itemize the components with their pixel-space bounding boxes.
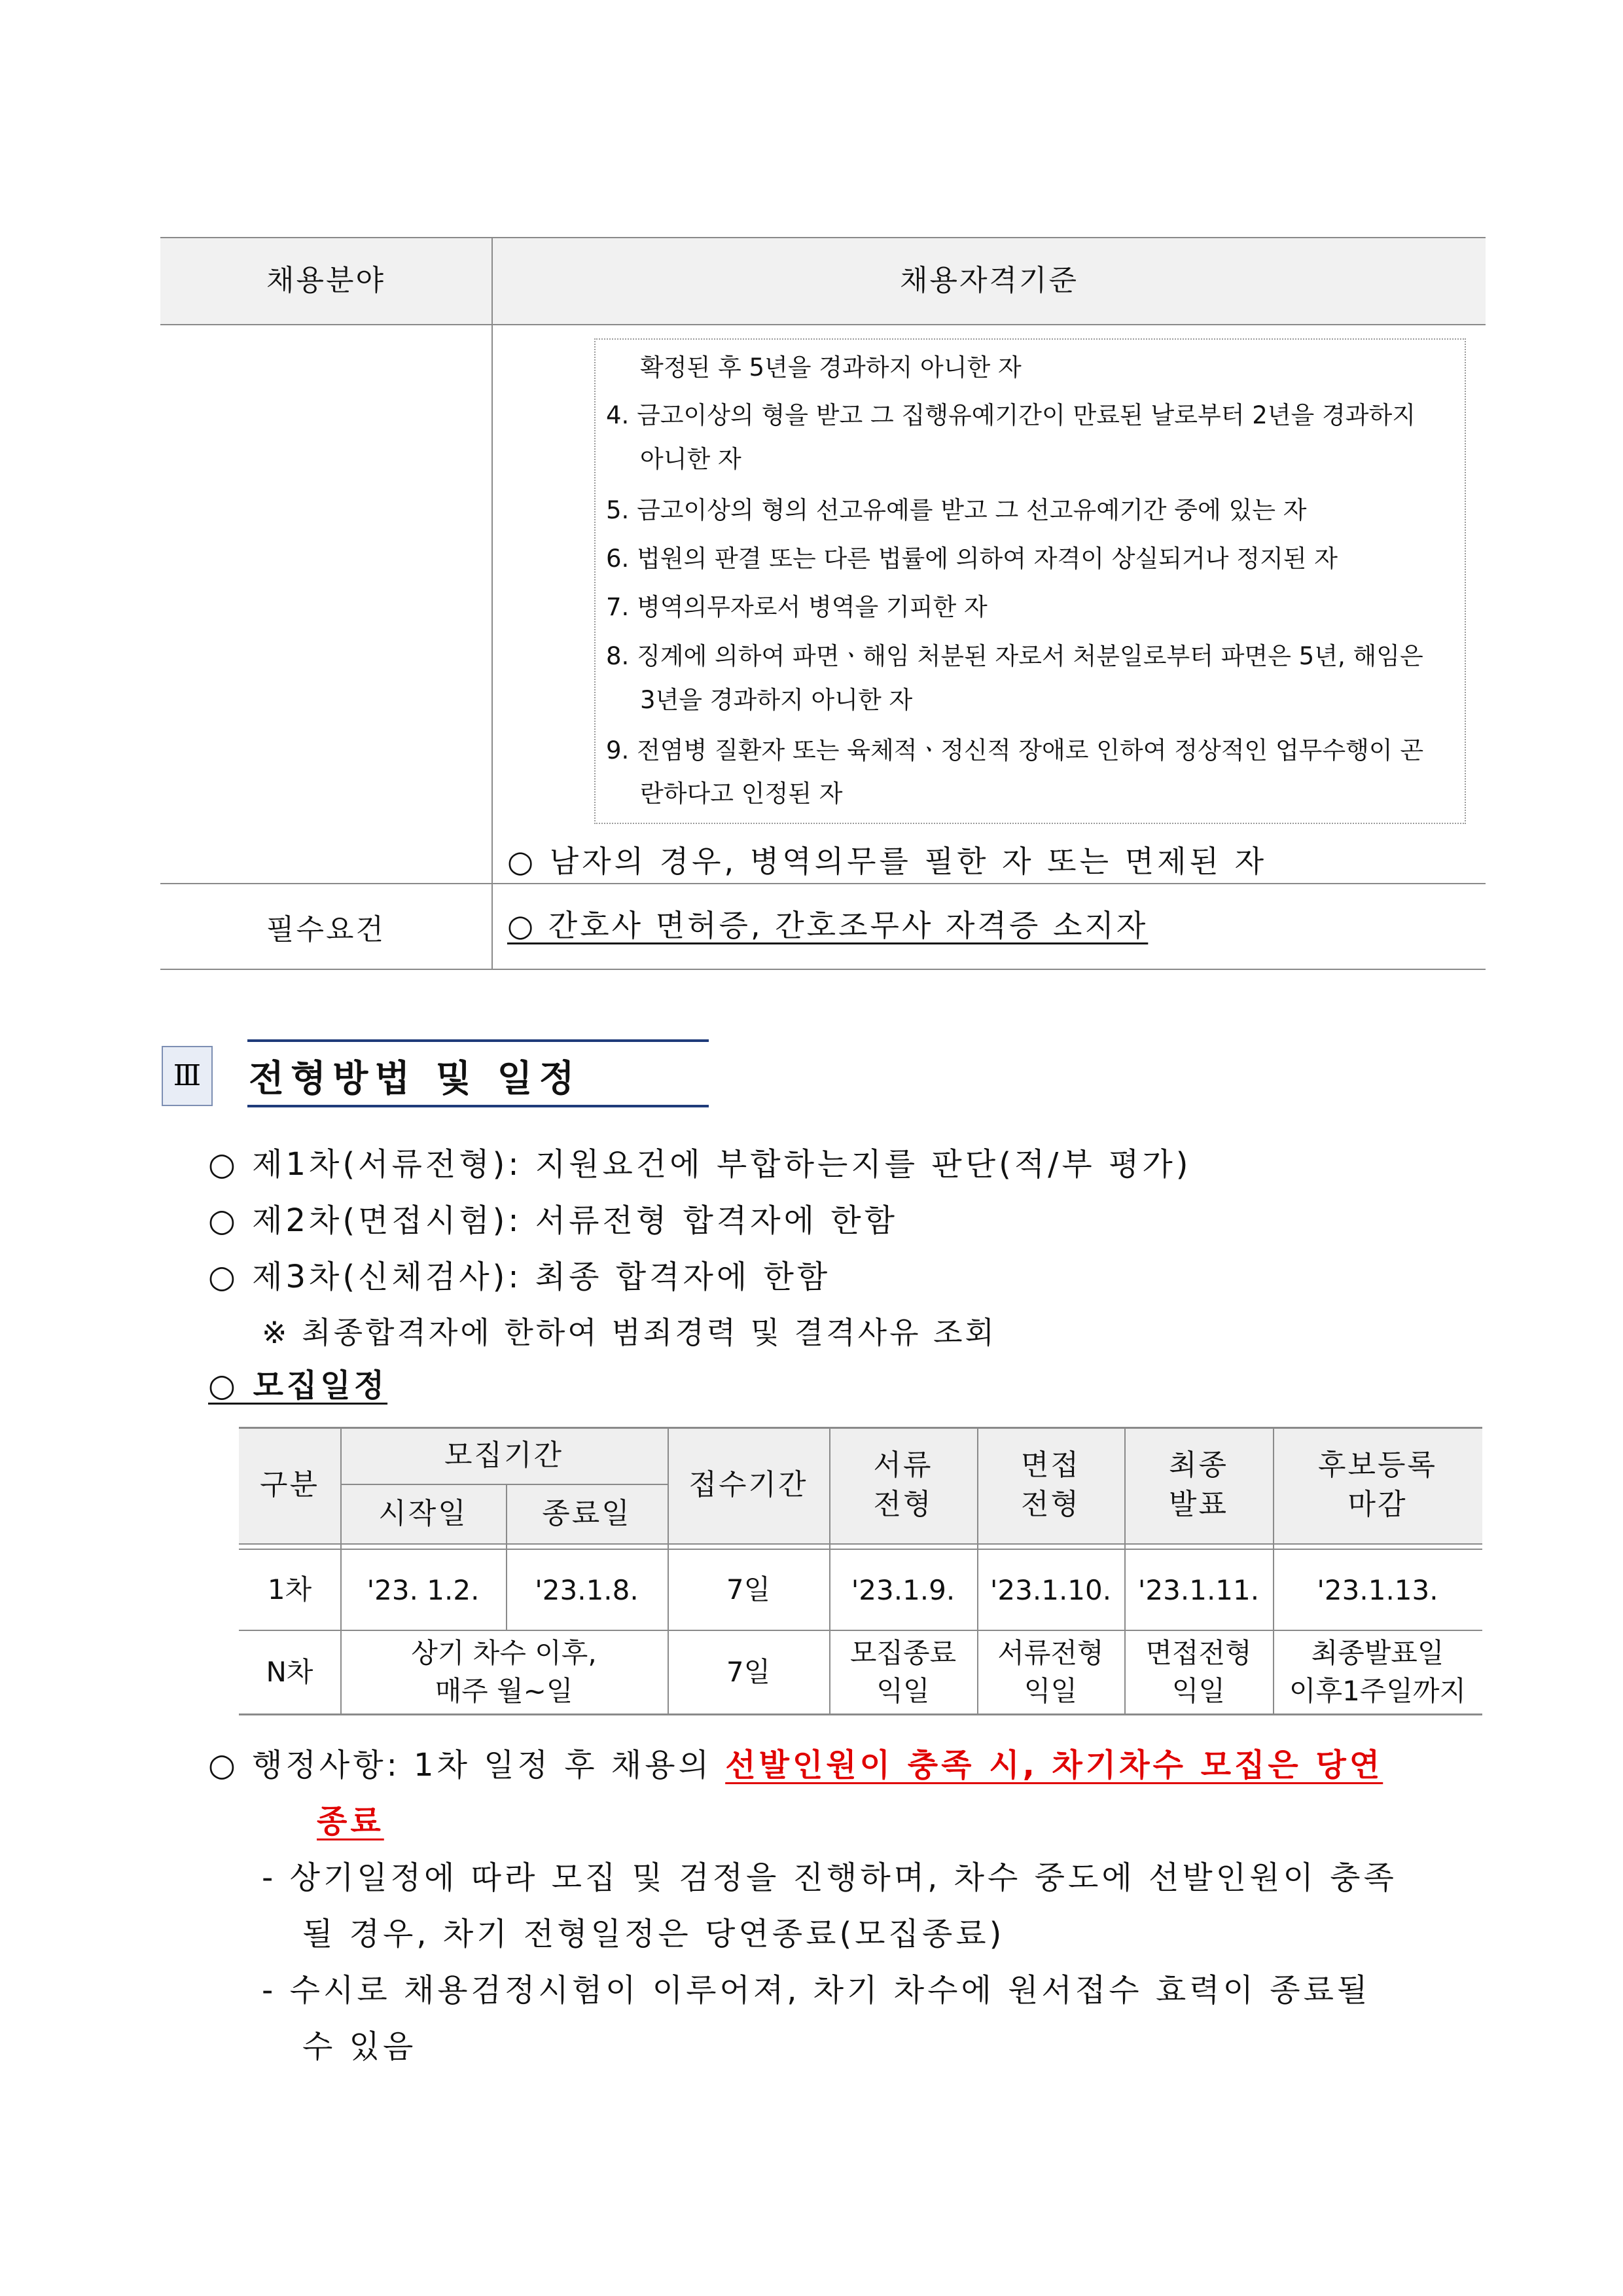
military-requirement: ○ 남자의 경우, 병역의무를 필한 자 또는 면제된 자 — [507, 844, 1268, 879]
header-double-border-1 — [239, 1543, 1482, 1545]
admin-bullet-2-cont: 수 있음 — [302, 2028, 417, 2065]
header-start: 시작일 — [378, 1496, 468, 1530]
rowN-reserve-line2: 이후1주일까지 — [1289, 1675, 1467, 1707]
section-number-box: Ⅲ — [162, 1046, 213, 1106]
disqualification-line: 6. 법원의 판결 또는 다른 법률에 의하여 자격이 상실되거나 정지된 자 — [606, 545, 1338, 573]
schedule-heading: ○ 모집일정 — [208, 1367, 388, 1404]
admin-note-highlight: 선발인원이 충족 시, 차기차수 모집은 당연 — [725, 1747, 1383, 1784]
disqualification-line: 란하다고 인정된 자 — [640, 780, 843, 808]
table-bottom-border — [160, 969, 1486, 970]
admin-note-highlight-cont: 종료 — [317, 1803, 384, 1840]
disqualification-line: 7. 병역의무자로서 병역을 기피한 자 — [606, 593, 988, 621]
header-document — [829, 1427, 977, 1543]
rowN-final — [1124, 1631, 1273, 1713]
header-field: 채용분야 — [266, 264, 385, 297]
row1-end: '23.1.8. — [535, 1573, 639, 1606]
row1-start: '23. 1.2. — [366, 1573, 480, 1606]
row1-reserve: '23.1.13. — [1317, 1573, 1438, 1606]
rowN-reserve — [1273, 1631, 1482, 1713]
header-interview — [977, 1427, 1124, 1543]
rowN-interview — [977, 1631, 1124, 1713]
header-reserve — [1273, 1427, 1482, 1543]
header-end: 종료일 — [542, 1496, 632, 1530]
rowN-division: N차 — [266, 1656, 313, 1688]
disqualification-line: 확정된 후 5년을 경과하지 아니한 자 — [640, 353, 1022, 382]
column-divider — [491, 237, 493, 970]
qualification-table — [160, 237, 1486, 970]
row-divider — [160, 883, 1486, 884]
admin-note — [208, 1740, 1383, 1785]
rowN-interview-line1: 서류전형 — [997, 1637, 1104, 1669]
rowN-final-line2: 익일 — [1171, 1675, 1226, 1707]
section-title-top-rule — [247, 1039, 709, 1042]
header-final-line2: 발표 — [1168, 1488, 1228, 1521]
header-final — [1124, 1427, 1273, 1543]
required-text: ○ 간호사 면허증, 간호조무사 자격증 소지자 — [507, 908, 1149, 943]
rowN-document-line1: 모집종료 — [849, 1637, 957, 1669]
admin-bullet-1-cont: 될 경우, 차기 전형일정은 당연종료(모집종료) — [302, 1916, 1005, 1952]
schedule-table — [239, 1427, 1482, 1715]
header-interview-line1: 면접 — [1020, 1448, 1080, 1482]
header-document-line2: 전형 — [873, 1488, 933, 1521]
rowN-interview-line2: 익일 — [1024, 1675, 1078, 1707]
rowN-receipt: 7일 — [726, 1656, 771, 1688]
header-receipt: 접수기간 — [688, 1468, 808, 1501]
header-bottom-border — [160, 324, 1486, 325]
rowN-period-line2: 매주 월~일 — [435, 1675, 573, 1707]
rowN-period — [340, 1631, 668, 1713]
rowN-period-line1: 상기 차수 이후, — [411, 1637, 597, 1669]
header-criteria: 채용자격기준 — [899, 264, 1079, 297]
header-final-line1: 최종 — [1168, 1448, 1228, 1482]
background-check-note: ※ 최종합격자에 한하여 범죄경력 및 결격사유 조회 — [262, 1315, 997, 1350]
admin-note-prefix: ○ 행정사항: 1차 일정 후 채용의 — [208, 1747, 712, 1784]
schedule-bottom-border — [239, 1713, 1482, 1715]
row1-interview: '23.1.10. — [990, 1573, 1112, 1606]
disqualification-line: 5. 금고이상의 형의 선고유예를 받고 그 선고유예기간 중에 있는 자 — [606, 496, 1307, 524]
header-reserve-line2: 마감 — [1347, 1488, 1408, 1521]
row1-document: '23.1.9. — [851, 1573, 955, 1606]
rowN-document — [829, 1631, 977, 1713]
disqualification-line: 9. 전염병 질환자 또는 육체적ㆍ정신적 장애로 인하여 정상적인 업무수행이 곤 — [606, 736, 1424, 764]
disqualification-line: 아니한 자 — [640, 445, 741, 473]
selection-step: ○ 제3차(신체검사): 최종 합격자에 한함 — [208, 1259, 831, 1295]
header-interview-line2: 전형 — [1020, 1488, 1080, 1521]
header-reserve-line1: 후보등록 — [1317, 1448, 1437, 1482]
disqualification-line: 3년을 경과하지 아니한 자 — [640, 686, 913, 714]
selection-step: ○ 제2차(면접시험): 서류전형 합격자에 한함 — [208, 1202, 898, 1239]
section-title-bottom-rule — [247, 1105, 709, 1107]
header-division: 구분 — [259, 1468, 319, 1501]
rowN-reserve-line1: 최종발표일 — [1311, 1637, 1444, 1669]
header-period: 모집기간 — [444, 1438, 563, 1472]
header-document-line1: 서류 — [873, 1448, 933, 1482]
rowN-document-line2: 익일 — [876, 1675, 930, 1707]
selection-step: ○ 제1차(서류전형): 지원요건에 부합하는지를 판단(적/부 평가) — [208, 1146, 1192, 1183]
row1-division: 1차 — [267, 1573, 312, 1605]
row1-receipt: 7일 — [726, 1573, 771, 1605]
section-title: 전형방법 및 일정 — [249, 1058, 581, 1100]
admin-bullet-1: - 상기일정에 따라 모집 및 검정을 진행하며, 차수 중도에 선발인원이 충족 — [262, 1859, 1397, 1896]
disqualification-box — [594, 338, 1466, 824]
admin-bullet-2: - 수시로 채용검정시험이 이루어져, 차기 차수에 원서접수 효력이 종료될 — [262, 1972, 1371, 2009]
required-label: 필수요건 — [266, 913, 385, 946]
disqualification-line: 8. 징계에 의하여 파면ㆍ해임 처분된 자로서 처분일로부터 파면은 5년, 해임은 — [606, 642, 1423, 670]
row1-final: '23.1.11. — [1137, 1573, 1260, 1606]
disqualification-line: 4. 금고이상의 형을 받고 그 집행유예기간이 만료된 날로부터 2년을 경과하지 — [606, 401, 1416, 429]
rowN-final-line1: 면접전형 — [1145, 1637, 1252, 1669]
